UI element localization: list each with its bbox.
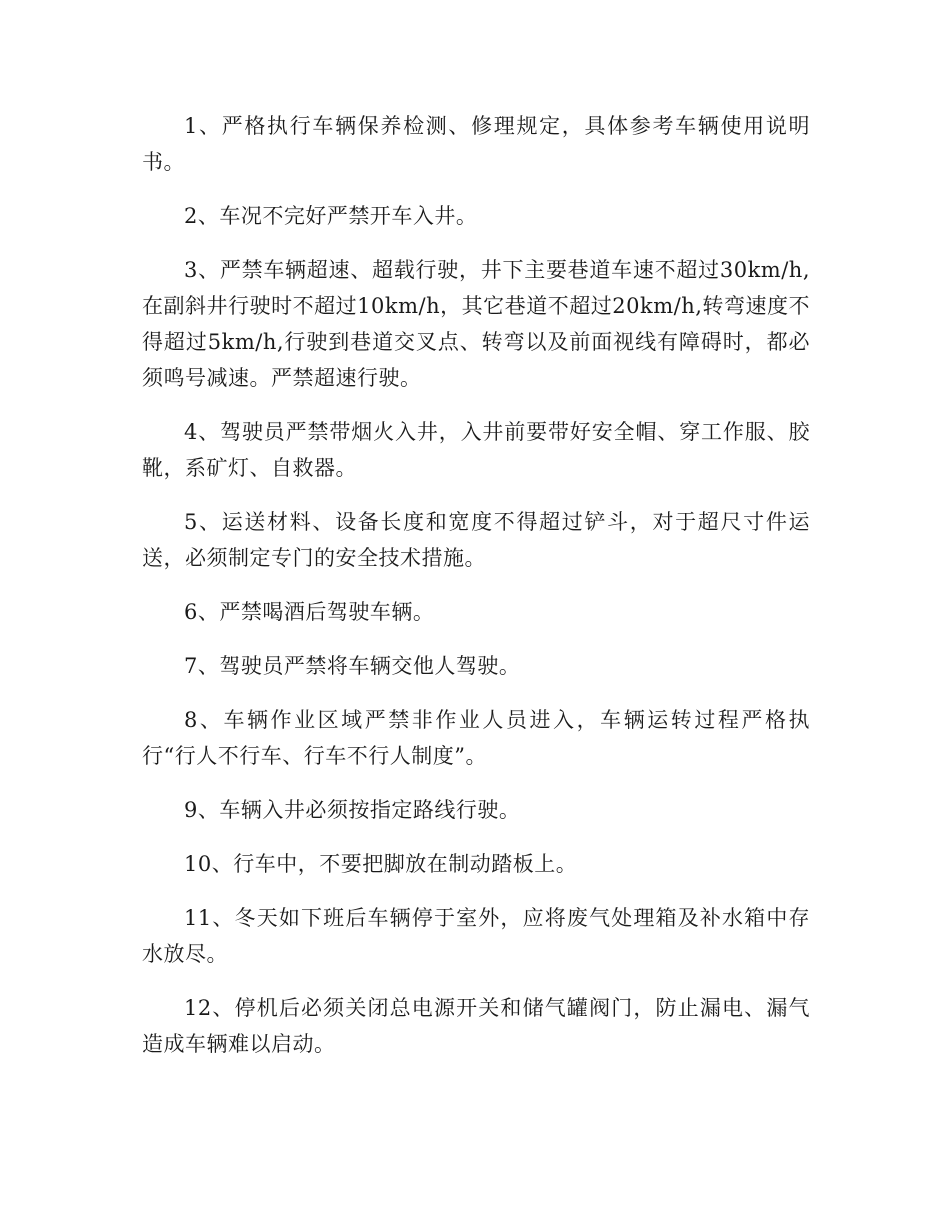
- paragraph-8: 8、车辆作业区域严禁非作业人员进入，车辆运转过程严格执行“行人不行车、行车不行人制度”。: [142, 708, 810, 768]
- paragraph-10: 10、行车中，不要把脚放在制动踏板上。: [184, 852, 578, 876]
- document-body: [142, 108, 810, 1080]
- paragraph-6: 6、严禁喝酒后驾驶车辆。: [184, 600, 435, 624]
- paragraph-3: 3、严禁车辆超速、超载行驶，井下主要巷道车速不超过30km/h,在副斜井行驶时不超过10km/h，其它巷道不超过20km/h,转弯速度不得超过5km/h,行驶到巷道交叉点、转弯以及前面视线有障碍时，都必须鸣号减速。严禁超速行驶。: [142, 258, 810, 390]
- paragraph-5: 5、运送材料、设备长度和宽度不得超过铲斗，对于超尺寸件运送，必须制定专门的安全技术措施。: [142, 510, 810, 570]
- paragraph-2: 2、车况不完好严禁开车入井。: [184, 204, 478, 228]
- paragraph-12: 12、停机后必须关闭总电源开关和储气罐阀门，防止漏电、漏气造成车辆难以启动。: [142, 996, 810, 1056]
- paragraph-1: 1、严格执行车辆保养检测、修理规定，具体参考车辆使用说明书。: [142, 114, 810, 174]
- paragraph-9: 9、车辆入井必须按指定路线行驶。: [184, 798, 521, 822]
- paragraph-4: 4、驾驶员严禁带烟火入井，入井前要带好安全帽、穿工作服、胶靴，系矿灯、自救器。: [142, 420, 810, 480]
- paragraph-11: 11、冬天如下班后车辆停于室外，应将废气处理箱及补水箱中存水放尽。: [142, 906, 810, 966]
- paragraph-7: 7、驾驶员严禁将车辆交他人驾驶。: [184, 654, 521, 678]
